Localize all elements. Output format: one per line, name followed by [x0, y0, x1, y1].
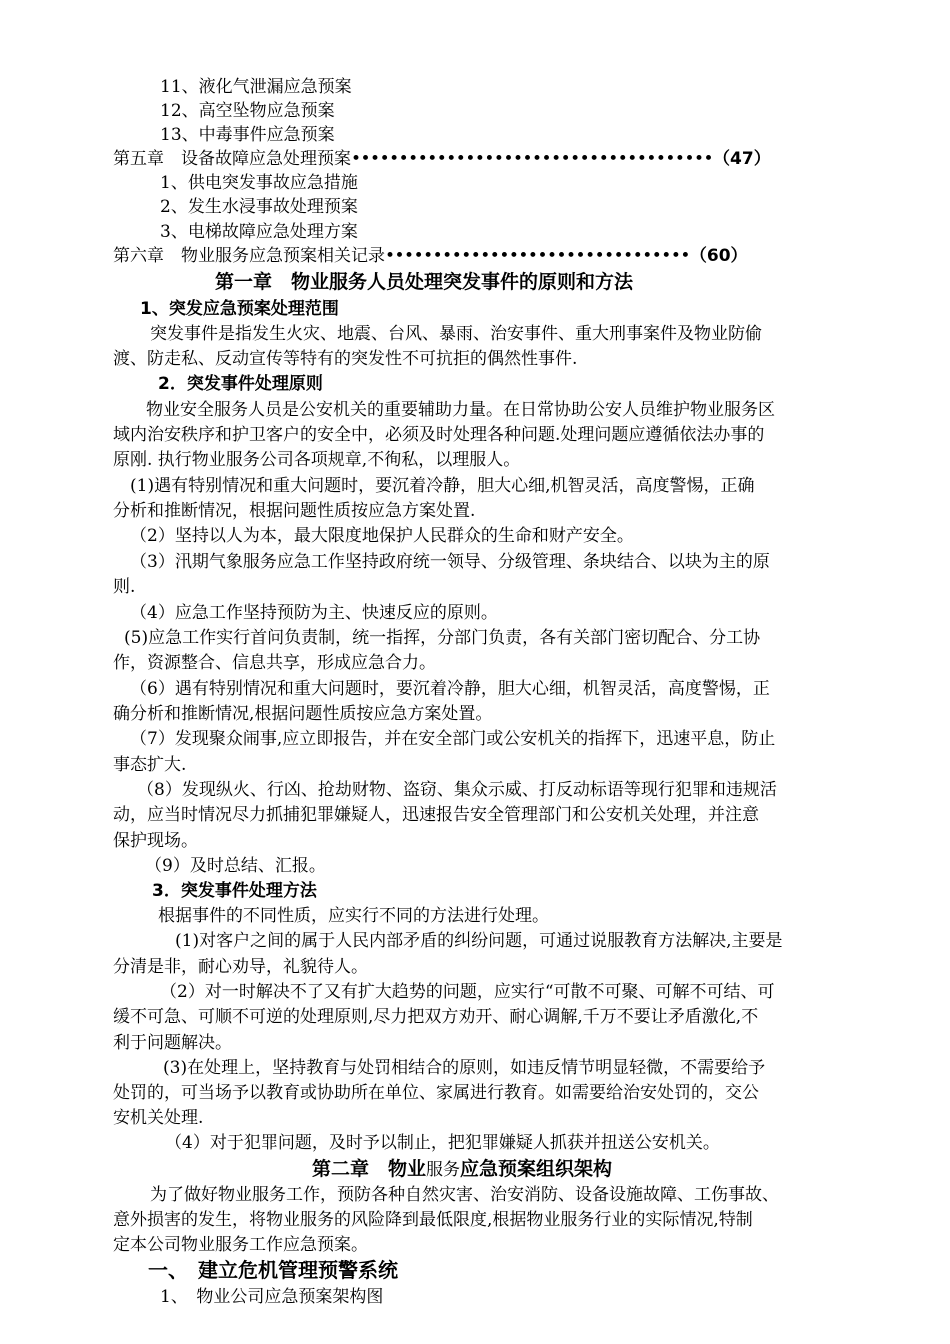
- principle-line: （3）汛期气象服务应急工作坚持政府统一领导、分级管理、条块结合、以块为主的原: [130, 552, 770, 572]
- method-line: (3)在处理上，坚持教育与处罚相结合的原则，如违反情节明显轻微，不需要给予: [163, 1058, 766, 1078]
- chapter-2-heading-part: 服务: [426, 1160, 461, 1180]
- toc-leader-dots: ••••••••••••••••••••••••••••••••: [385, 246, 690, 266]
- paragraph-line: 突发事件是指发生火灾、地震、台风、暴雨、治安事件、重大刑事案件及物业防偷: [150, 324, 762, 344]
- toc-item: 13、中毒事件应急预案: [160, 125, 335, 145]
- list-item: 1、 物业公司应急预案架构图: [160, 1287, 384, 1307]
- principle-line: 保护现场。: [113, 831, 198, 851]
- toc-chapter-title: 第五章 设备故障应急处理预案: [113, 149, 351, 169]
- toc-leader-dots: ••••••••••••••••••••••••••••••••••••••: [351, 149, 714, 169]
- toc-item: 3、电梯故障应急处理方案: [160, 222, 358, 242]
- paragraph-line: 域内治安秩序和护卫客户的安全中，必须及时处理各种问题.处理问题应遵循依法办事的: [113, 425, 765, 445]
- principle-line: （6）遇有特别情况和重大问题时，要沉着冷静，胆大心细，机智灵活，高度警惕，正: [130, 679, 770, 699]
- method-line: 缓不可急、可顺不可逆的处理原则,尽力把双方劝开、耐心调解,千万不要让矛盾激化,不: [113, 1007, 759, 1027]
- method-line: 安机关处理.: [113, 1108, 204, 1128]
- principle-line: （7）发现聚众闹事,应立即报告，并在安全部门或公安机关的指挥下，迅速平息，防止: [130, 729, 776, 749]
- chapter-2-heading-part: 第二章 物业: [312, 1158, 427, 1180]
- principle-line: （8）发现纵火、行凶、抢劫财物、盗窃、集众示威、打反动标语等现行犯罪和违规活: [137, 780, 777, 800]
- method-line: （2）对一时解决不了又有扩大趋势的问题，应实行“可散不可聚、可解不可结、可: [160, 982, 775, 1002]
- toc-item: 12、高空坠物应急预案: [160, 101, 335, 121]
- chapter-2-heading: [312, 1157, 612, 1182]
- subsection-heading: 一、 建立危机管理预警系统: [148, 1258, 398, 1282]
- section-heading: 2．突发事件处理原则: [158, 374, 323, 394]
- toc-chapter-5: [113, 147, 771, 171]
- principle-line: (1)遇有特别情况和重大问题时，要沉着冷静，胆大心细,机智灵活，高度警惕，正确: [130, 476, 755, 496]
- principle-line: （2）坚持以人为本，最大限度地保护人民群众的生命和财产安全。: [130, 526, 634, 546]
- toc-item: 1、供电突发事故应急措施: [160, 173, 358, 193]
- section-heading: 3．突发事件处理方法: [152, 881, 317, 901]
- method-line: （4）对于犯罪问题，及时予以制止，把犯罪嫌疑人抓获并扭送公安机关。: [165, 1133, 720, 1153]
- method-line: 利于问题解决。: [113, 1033, 232, 1053]
- paragraph-line: 定本公司物业服务工作应急预案。: [113, 1235, 368, 1255]
- principle-line: 事态扩大.: [113, 755, 187, 775]
- principle-line: 分析和推断情况，根据问题性质按应急方案处置.: [113, 501, 476, 521]
- principle-line: （9）及时总结、汇报。: [145, 856, 326, 876]
- toc-page-number: （60）: [689, 246, 748, 266]
- chapter-2-heading-part: 应急预案组织架构: [460, 1158, 613, 1180]
- chapter-1-heading: 第一章 物业服务人员处理突发事件的原则和方法: [215, 271, 634, 293]
- principle-line: 确分析和推断情况,根据问题性质按应急方案处置。: [113, 704, 493, 724]
- toc-item: 2、发生水浸事故处理预案: [160, 197, 358, 217]
- toc-chapter-6: [113, 244, 748, 268]
- toc-chapter-title: 第六章 物业服务应急预案相关记录: [113, 246, 385, 266]
- paragraph-line: 意外损害的发生，将物业服务的风险降到最低限度,根据物业服务行业的实际情况,特制: [113, 1210, 753, 1230]
- principle-line: （4）应急工作坚持预防为主、快速反应的原则。: [130, 603, 498, 623]
- method-line: (1)对客户之间的属于人民内部矛盾的纠纷问题，可通过说服教育方法解决,主要是: [175, 931, 783, 951]
- paragraph-line: 为了做好物业服务工作，预防各种自然灾害、治安消防、设备设施故障、工伤事故、: [150, 1185, 779, 1205]
- paragraph-line: 物业安全服务人员是公安机关的重要辅助力量。在日常协助公安人员维护物业服务区: [146, 400, 775, 420]
- toc-page-number: （47）: [713, 149, 771, 169]
- method-line: 分清是非，耐心劝导，礼貌待人。: [113, 957, 368, 977]
- paragraph-line: 渡、防走私、反动宣传等特有的突发性不可抗拒的偶然性事件.: [113, 349, 578, 369]
- principle-line: 则.: [113, 577, 136, 597]
- paragraph-line: 原刚. 执行物业服务公司各项规章,不徇私，以理服人。: [113, 450, 521, 470]
- section-heading: 1、突发应急预案处理范围: [140, 299, 339, 319]
- method-line: 处罚的，可当场予以教育或协助所在单位、家属进行教育。如需要给治安处罚的，交公: [113, 1083, 759, 1103]
- principle-line: (5)应急工作实行首问负责制，统一指挥，分部门负责，各有关部门密切配合、分工协: [124, 628, 761, 648]
- principle-line: 动，应当时情况尽力抓捕犯罪嫌疑人，迅速报告安全管理部门和公安机关处理，并注意: [113, 805, 759, 825]
- principle-line: 作，资源整合、信息共享，形成应急合力。: [113, 653, 436, 673]
- toc-item: 11、液化气泄漏应急预案: [160, 77, 352, 97]
- paragraph-line: 根据事件的不同性质，应实行不同的方法进行处理。: [158, 906, 549, 926]
